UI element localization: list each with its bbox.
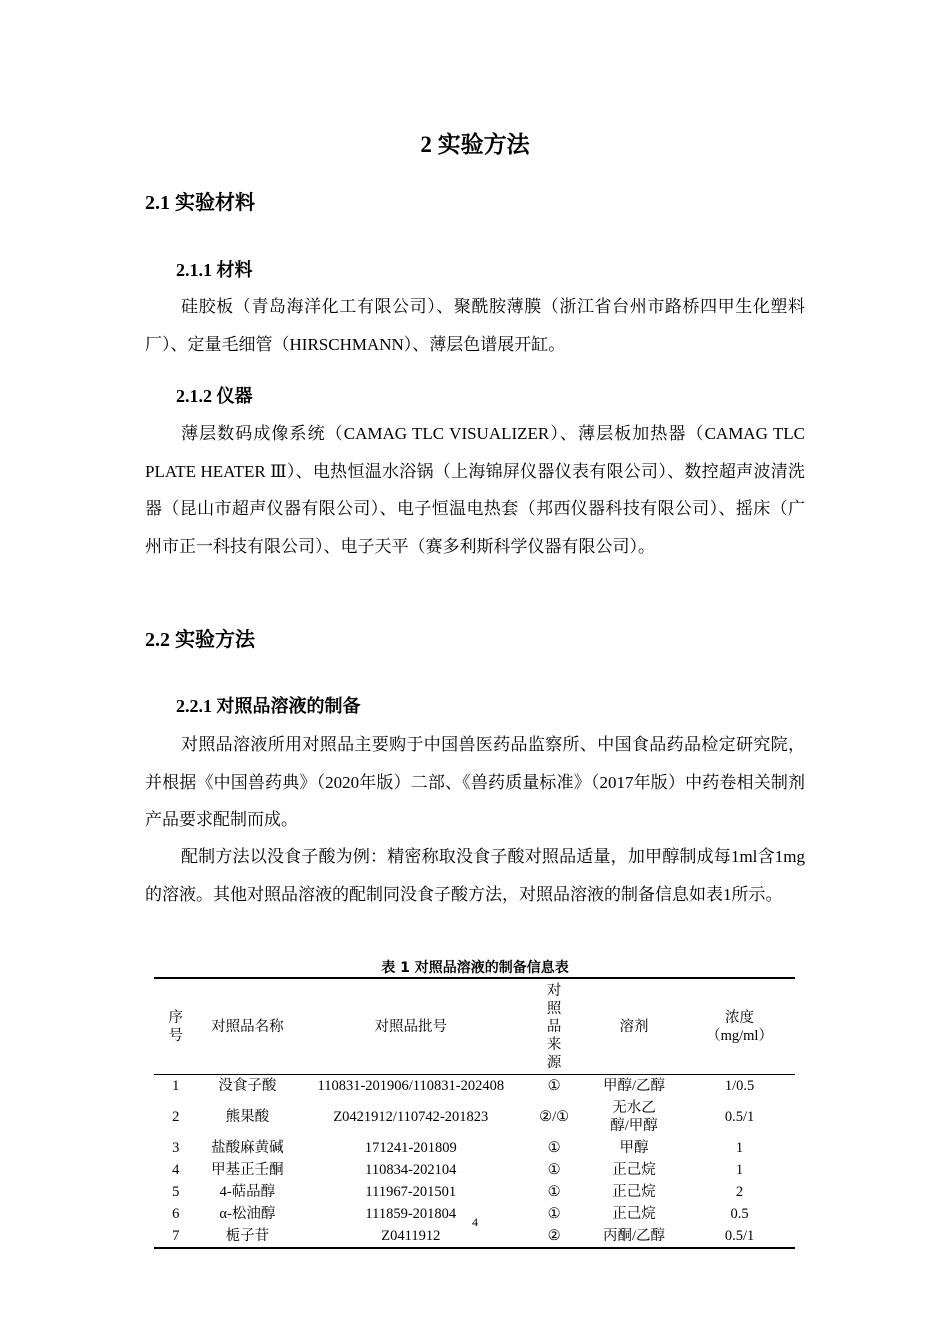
header-solvent: 溶剂 xyxy=(619,1019,649,1035)
cell-index: 6 xyxy=(172,1206,180,1222)
cell-batch: 111967-201501 xyxy=(365,1184,457,1200)
cell-index: 3 xyxy=(172,1140,180,1156)
cell-batch: 171241-201809 xyxy=(364,1140,457,1156)
cell-index: 5 xyxy=(172,1184,180,1200)
header-source: 对照品来源 xyxy=(546,983,562,1071)
cell-batch: 110831-201906/110831-202408 xyxy=(317,1078,505,1094)
cell-batch: Z0421912/110742-201823 xyxy=(333,1109,489,1125)
cell-batch: 111859-201804 xyxy=(365,1206,457,1222)
cell-name: 没食子酸 xyxy=(218,1078,277,1094)
cell-concentration: 2 xyxy=(735,1184,744,1200)
table-header-row xyxy=(154,978,795,1075)
cell-source: ① xyxy=(547,1206,561,1222)
chapter-title: 2 实验方法 xyxy=(420,132,530,157)
cell-name: 4-萜品醇 xyxy=(219,1184,276,1200)
cell-solvent: 正己烷 xyxy=(612,1206,656,1222)
table-row xyxy=(154,1159,795,1181)
cell-index: 4 xyxy=(172,1162,180,1178)
cell-batch: 110834-202104 xyxy=(365,1162,457,1178)
cell-name: α-松油醇 xyxy=(219,1206,276,1222)
table-row xyxy=(154,1181,795,1203)
cell-index: 2 xyxy=(172,1109,180,1125)
table-row xyxy=(154,1097,795,1137)
cell-name: 熊果酸 xyxy=(225,1109,270,1125)
cell-source: ① xyxy=(547,1184,561,1200)
page-number: 4 xyxy=(472,1215,478,1229)
cell-source: ① xyxy=(547,1140,561,1156)
cell-concentration: 1 xyxy=(735,1162,744,1178)
cell-source: ② xyxy=(547,1228,561,1244)
cell-solvent: 正己烷 xyxy=(612,1184,656,1200)
cell-solvent: 丙酮/乙醇 xyxy=(602,1228,665,1244)
paragraph-reference-sources: 对照品溶液所用对照品主要购于中国兽医药品监察所、中国食品药品检定研究院，并根据《中国兽药典》（2020年版）二部、《兽药质量标准》（2017年版）中药卷相关制剂产品要求配制而成。 xyxy=(145,735,805,830)
cell-index: 7 xyxy=(172,1228,180,1244)
header-batch: 对照品批号 xyxy=(374,1019,448,1035)
cell-solvent: 正己烷 xyxy=(612,1162,656,1178)
cell-batch: Z0411912 xyxy=(381,1228,441,1244)
paragraph-materials: 硅胶板（青岛海洋化工有限公司）、聚酰胺薄膜（浙江省台州市路桥四甲生化塑料厂）、定量毛细管（HIRSCHMANN）、薄层色谱展开缸。 xyxy=(145,297,805,354)
subsection-heading-2-2-1: 2.2.1 对照品溶液的制备 xyxy=(176,696,361,716)
section-heading-2-2: 2.2 实验方法 xyxy=(145,629,255,651)
section-heading-2-1: 2.1 实验材料 xyxy=(145,192,255,214)
cell-concentration: 1/0.5 xyxy=(724,1078,755,1094)
subsection-heading-2-1-1: 2.1.1 材料 xyxy=(176,260,253,280)
reference-solution-table xyxy=(154,977,795,1249)
cell-source: ① xyxy=(547,1162,561,1178)
paragraph-instruments: 薄层数码成像系统（CAMAG TLC VISUALIZER）、薄层板加热器（CAMAG TLC PLATE HEATER Ⅲ）、电热恒温水浴锅（上海锦屏仪器仪表有限公司）、数控超声波清洗器（昆山市超声仪器有限公司）、电子恒温电热套（邦西仪器科技有限公司）、摇床（广州市正一科技有限公司）、电子天平（赛多利斯科学仪器有限公司）。 xyxy=(145,424,805,556)
cell-concentration: 0.5/1 xyxy=(724,1228,755,1244)
cell-concentration: 0.5/1 xyxy=(724,1109,755,1125)
cell-concentration: 0.5 xyxy=(730,1206,749,1222)
table-caption: 表 1 对照品溶液的制备信息表 xyxy=(381,960,569,976)
cell-solvent: 甲醇/乙醇 xyxy=(602,1078,665,1094)
table-row xyxy=(154,1075,795,1098)
header-index: 序号 xyxy=(168,1010,184,1044)
cell-source: ②/① xyxy=(539,1109,570,1125)
cell-name: 栀子苷 xyxy=(225,1228,270,1244)
cell-source: ① xyxy=(547,1078,561,1094)
paragraph-preparation-method: 配制方法以没食子酸为例：精密称取没食子酸对照品适量，加甲醇制成每1ml含1mg的溶液。其他对照品溶液的配制同没食子酸方法，对照品溶液的制备信息如表1所示。 xyxy=(145,847,805,904)
cell-solvent: 无水乙醇/甲醇 xyxy=(610,1100,658,1134)
table-row xyxy=(154,1137,795,1159)
cell-name: 盐酸麻黄碱 xyxy=(211,1140,284,1156)
header-name: 对照品名称 xyxy=(211,1019,284,1035)
header-concentration: 浓度（mg/ml） xyxy=(706,1010,773,1044)
cell-name: 甲基正壬酮 xyxy=(211,1162,284,1178)
cell-index: 1 xyxy=(172,1078,180,1094)
cell-solvent: 甲醇 xyxy=(619,1140,649,1156)
cell-concentration: 1 xyxy=(735,1140,744,1156)
subsection-heading-2-1-2: 2.1.2 仪器 xyxy=(176,386,253,406)
